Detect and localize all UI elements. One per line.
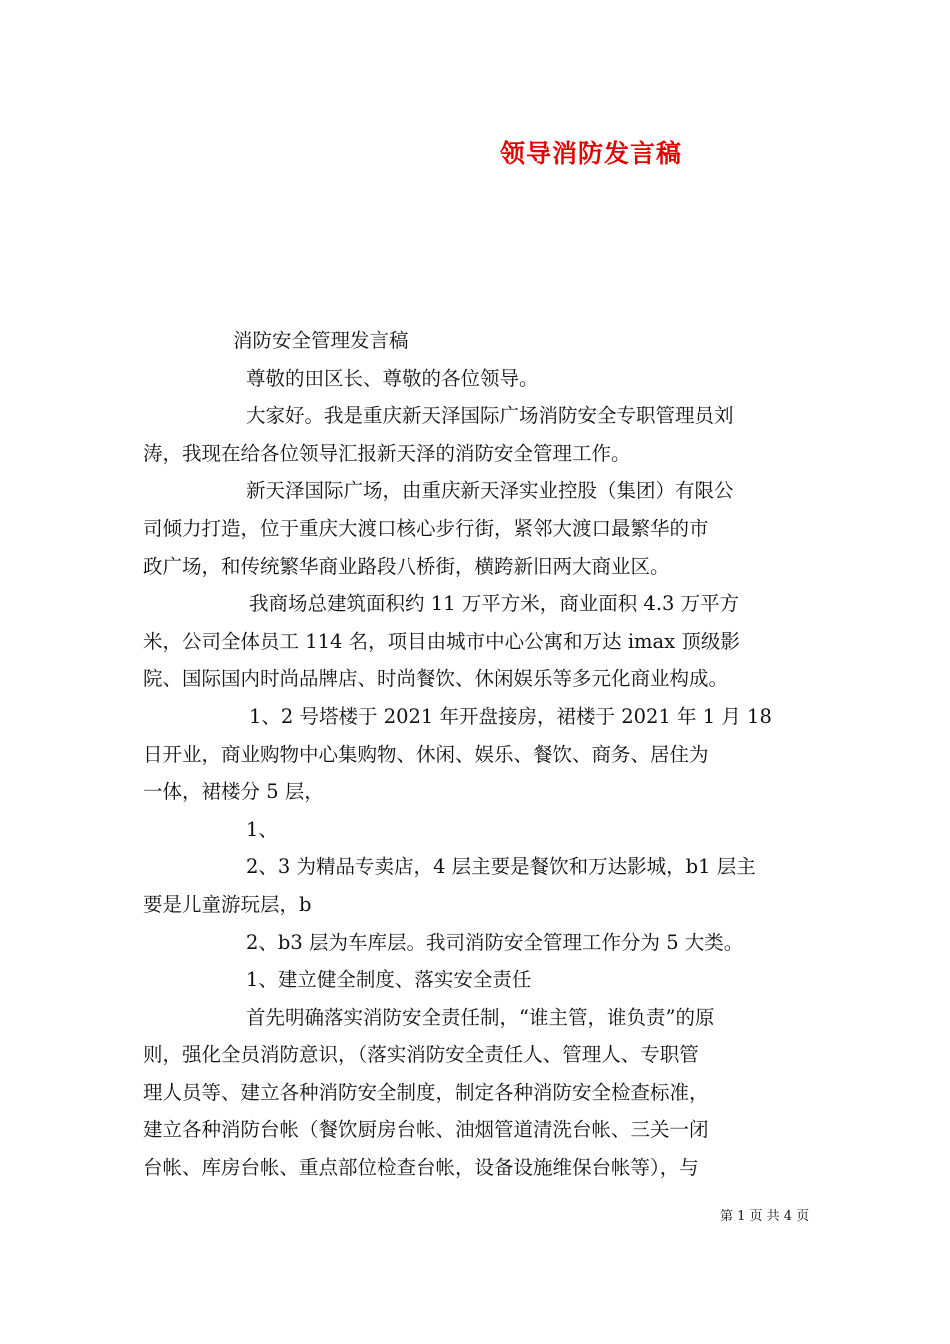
text-line: 建立各种消防台帐（餐饮厨房台帐、油烟管道清洗台帐、三关一闭	[143, 1118, 709, 1142]
document-title: 领导消防发言稿	[500, 139, 683, 168]
text-line: 首先明确落实消防安全责任制，“谁主管，谁负责”的原	[246, 1005, 715, 1029]
text-line: 则，强化全员消防意识，（落实消防安全责任人、管理人、专职管	[143, 1043, 699, 1067]
text-line: 一体，裙楼分 5 层，	[143, 780, 324, 804]
text-line: 米，公司全体员工 114 名，项目由城市中心公寓和万达 imax 顶级影	[143, 629, 740, 653]
text-line: 消防安全管理发言稿	[233, 329, 409, 352]
text-line: 涛，我现在给各位领导汇报新天泽的消防安全管理工作。	[143, 441, 631, 465]
text-line: 新天泽国际广场，由重庆新天泽实业控股（集团）有限公	[246, 479, 734, 503]
text-line: 日开业，商业购物中心集购物、休闲、娱乐、餐饮、商务、居住为	[143, 742, 709, 766]
document-body	[143, 322, 808, 1187]
text-line: 1、建立健全制度、落实安全责任	[246, 968, 532, 992]
text-line: 2、b3 层为车库层。我司消防安全管理工作分为 5 大类。	[246, 930, 744, 954]
text-line: 1、2 号塔楼于 2021 年开盘接房，裙楼于 2021 年 1 月 18	[249, 704, 772, 728]
text-line: 要是儿童游玩层，b	[143, 892, 312, 916]
text-line: 司倾力打造，位于重庆大渡口核心步行街，紧邻大渡口最繁华的市	[143, 516, 709, 540]
text-line: 大家好。我是重庆新天泽国际广场消防安全专职管理员刘	[246, 404, 734, 428]
page-number: 第 1 页 共 4 页	[720, 1209, 810, 1224]
text-line: 尊敬的田区长、尊敬的各位领导。	[246, 366, 539, 390]
text-line: 理人员等、建立各种消防安全制度，制定各种消防安全检查标准，	[143, 1080, 709, 1104]
text-line: 台帐、库房台帐、重点部位检查台帐，设备设施维保台帐等），与	[143, 1156, 699, 1180]
text-line: 院、国际国内时尚品牌店、时尚餐饮、休闲娱乐等多元化商业构成。	[143, 667, 729, 691]
text-line: 政广场，和传统繁华商业路段八桥街，横跨新旧两大商业区。	[143, 554, 670, 578]
text-line: 我商场总建筑面积约 11 万平方米，商业面积 4.3 万平方	[249, 592, 740, 616]
text-line: 2、3 为精品专卖店，4 层主要是餐饮和万达影城，b1 层主	[246, 855, 756, 879]
text-line: 1、	[246, 817, 278, 841]
